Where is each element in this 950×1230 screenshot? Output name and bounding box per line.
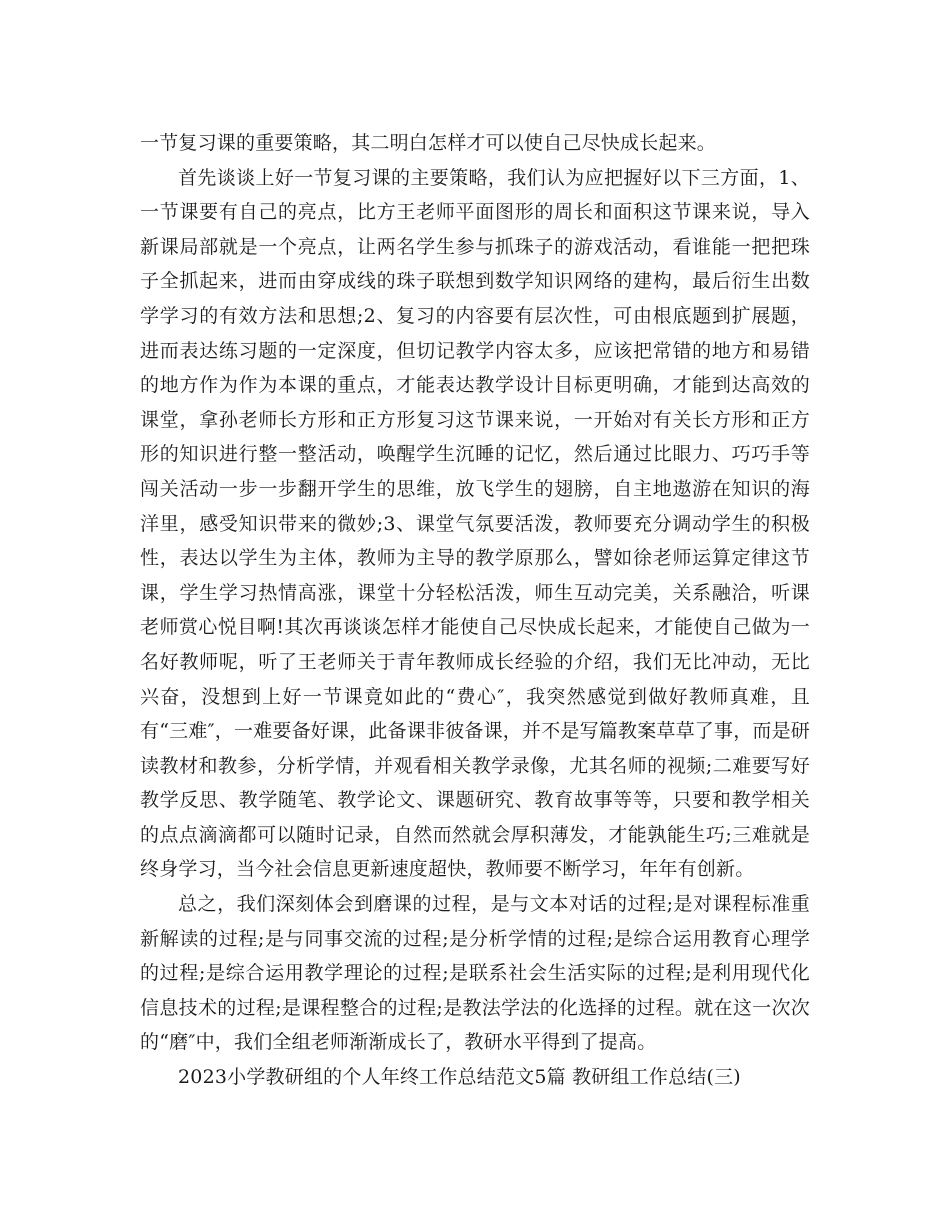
section-title: 2023小学教研组的个人年终工作总结范文5篇 教研组工作总结(三) xyxy=(178,1066,741,1089)
paragraph-continuation: 一节复习课的重要策略，其二明白怎样才可以使自己尽快成长起来。 xyxy=(140,132,717,154)
document-body xyxy=(140,126,810,1095)
paragraph-summary: 总之，我们深刻体会到磨课的过程，是与文本对话的过程;是对课程标准重新解读的过程;是与同事交流的过程;是分析学情的过程;是综合运用教育心理学的过程;是综合运用教学理论的过程;是联系社会生活实际的过程;是利用现代化信息技术的过程;是课程整合的过程;是教法学法的化选择的过程。就在这一次次的“磨″中，我们全组老师渐渐成长了，教研水平得到了提高。 xyxy=(140,893,810,1054)
paragraph-review-strategies: 首先谈谈上好一节复习课的主要策略，我们认为应把握好以下三方面，1、一节课要有自己的亮点，比方王老师平面图形的周长和面积这节课来说，导入新课局部就是一个亮点，让两名学生参与抓珠子的游戏活动，看谁能一把把珠子全抓起来，进而由穿成线的珠子联想到数学知识网络的建构，最后衍生出数学学习的有效方法和思想;2、复习的内容要有层次性，可由根底题到扩展题，进而表达练习题的一定深度，但切记教学内容太多，应该把常错的地方和易错的地方作为作为本课的重点，才能表达教学设计目标更明确，才能到达高效的课堂，拿孙老师长方形和正方形复习这节课来说，一开始对有关长方形和正方形的知识进行整一整活动，唤醒学生沉睡的记忆，然后通过比眼力、巧巧手等闯关活动一步一步翻开学生的思维，放飞学生的翅膀，自主地遨游在知识的海洋里，感受知识带来的微妙;3、课堂气氛要活泼，教师要充分调动学生的积极性，表达以学生为主体，教师为主导的教学原那么，譬如徐老师运算定律这节课，学生学习热情高涨，课堂十分轻松活泼，师生互动完美，关系融洽，听课老师赏心悦目啊!其次再谈谈怎样才能使自己尽快成长起来，才能使自己做为一名好教师呢，听了王老师关于青年教师成长经验的介绍，我们无比冲动，无比兴奋，没想到上好一节课竟如此的“费心″，我突然感觉到做好教师真难，且有“三难″，一难要备好课，此备课非彼备课，并不是写篇教案草草了事，而是研读教材和教参，分析学情，并观看相关教学录像，尤其名师的视频;二难要写好教学反思、教学随笔、教学论文、课题研究、教育故事等等，只要和教学相关的点点滴滴都可以随时记录，自然而然就会厚积薄发，才能孰能生巧;三难就是终身学习，当今社会信息更新速度超快，教师要不断学习，年年有创新。 xyxy=(140,166,811,881)
